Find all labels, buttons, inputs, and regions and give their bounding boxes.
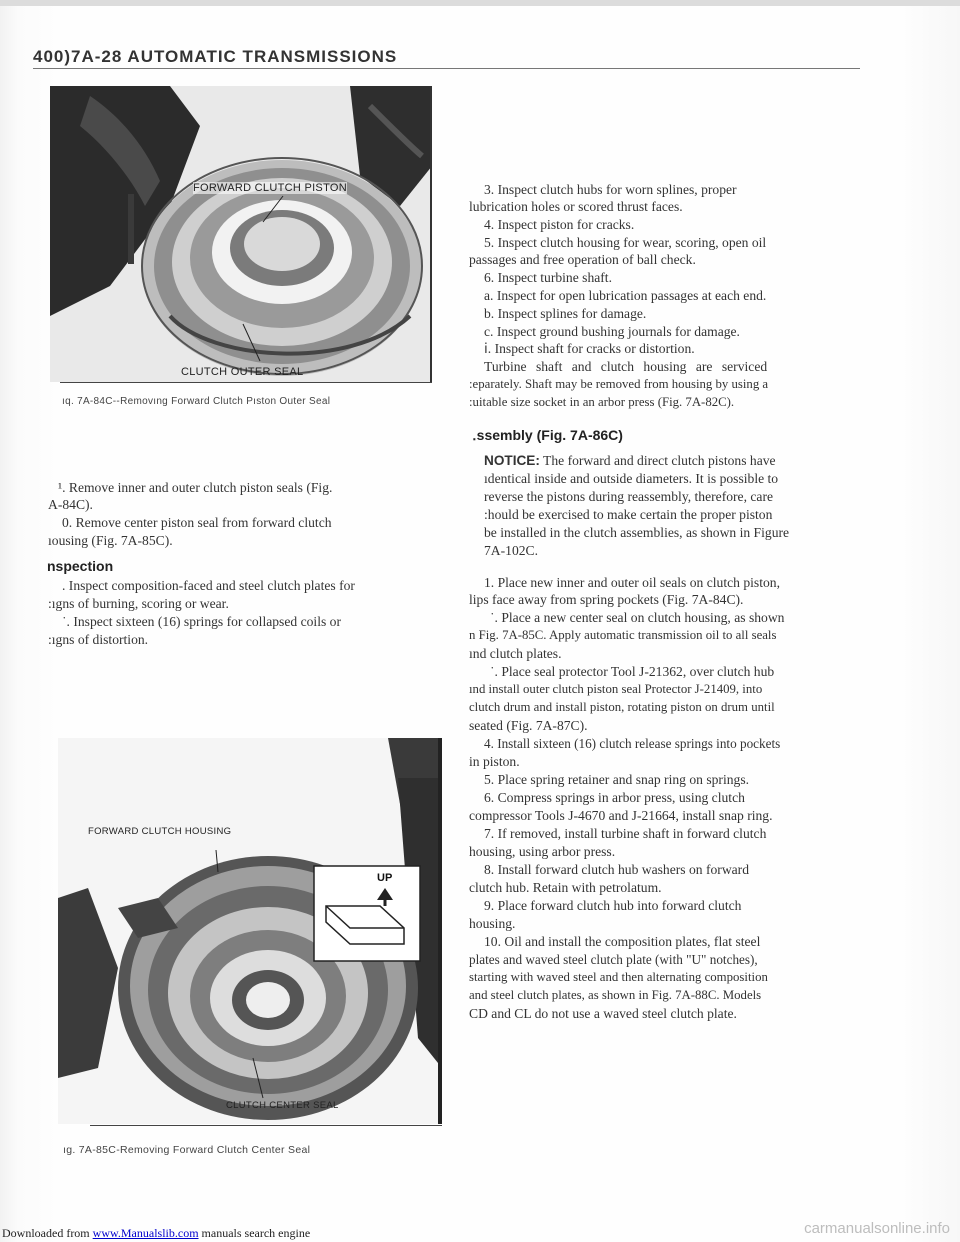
assembly-line-18: clutch hub. Retain with petrolatum. xyxy=(469,880,662,895)
label-forward-clutch-piston: FORWARD CLUTCH PISTON xyxy=(193,182,347,194)
right-line-7: a. Inspect for open lubrication passages at each end. xyxy=(484,288,767,303)
right-line-5: passages and free operation of ball check. xyxy=(469,252,696,267)
right-line-3: 4. Inspect piston for cracks. xyxy=(484,217,635,232)
inspection-line-2: :ıgns of burning, scoring or wear. xyxy=(48,596,229,611)
right-line-10: ⅰ. Inspect shaft for cracks or distortion. xyxy=(484,341,695,356)
assembly-line-20: housing. xyxy=(469,916,516,931)
footer-suffix: manuals search engine xyxy=(198,1226,311,1240)
assembly-line-1: 1. Place new inner and outer oil seals on clutch piston, xyxy=(484,575,780,590)
inspection-line-4: :ıgns of distortion. xyxy=(48,632,149,647)
figure-caption-84c: ıq. 7A-84C--Removıng Forward Clutch Pıston Outer Seal xyxy=(62,396,331,407)
assembly-line-25: CD and CL do not use a waved steel clutch plate. xyxy=(469,1006,737,1021)
piston-photo-illustration xyxy=(50,86,432,382)
figure-top-border-right xyxy=(430,86,432,382)
label-up: UP xyxy=(377,872,393,884)
figure-bottom-border-bottom xyxy=(90,1125,442,1126)
assembly-line-19: 9. Place forward clutch hub into forward clutch xyxy=(484,898,742,913)
figure-piston-photo xyxy=(50,86,432,382)
assembly-line-23: starting with waved steel and then alternating composition xyxy=(469,970,768,984)
right-line-13: :uitable size socket in an arbor press (Fig. 7A-82C). xyxy=(469,395,735,409)
removal-step-line-1: ¹. Remove inner and outer clutch piston seals (Fig. xyxy=(58,480,333,495)
top-edge xyxy=(0,0,960,6)
notice-line-3: reverse the pistons during reassembly, therefore, care xyxy=(484,489,773,504)
right-line-9: c. Inspect ground bushing journals for damage. xyxy=(484,324,740,339)
inspection-line-1: . Inspect composition-faced and steel clutch plates for xyxy=(62,578,355,593)
assembly-line-5: ınd clutch plates. xyxy=(469,646,562,661)
housing-photo-illustration xyxy=(58,738,442,1124)
notice-keyword: NOTICE: xyxy=(484,453,540,468)
figure-housing-photo xyxy=(58,738,442,1124)
assembly-line-24: and steel clutch plates, as shown in Fig. 7A-88C. Models xyxy=(469,988,762,1002)
assembly-heading: ․ssembly (Fig. 7A-86C) xyxy=(472,427,623,443)
inspection-line-3: ˙. Inspect sixteen (16) springs for collapsed coils or xyxy=(62,614,341,629)
removal-step-line-3: 0. Remove center piston seal from forward clutch xyxy=(62,515,332,530)
label-clutch-outer-seal: CLUTCH OUTER SEAL xyxy=(181,366,304,378)
notice-line-4: :hould be exercised to make certain the proper piston xyxy=(484,507,773,522)
assembly-line-15: 7. If removed, install turbine shaft in forward clutch xyxy=(484,826,767,841)
removal-step-line-4: ıousing (Fig. 7A-85C). xyxy=(48,533,173,548)
assembly-line-22: plates and waved steel clutch plate (with "U" notches), xyxy=(469,952,758,967)
assembly-line-8: clutch drum and install piston, rotating piston on drum until xyxy=(469,700,775,714)
assembly-line-11: in piston. xyxy=(469,754,520,769)
assembly-line-6: ˙. Place seal protector Tool J-21362, over clutch hub xyxy=(490,664,775,679)
notice-line-1 xyxy=(484,452,776,469)
running-head: 400)7A-28 AUTOMATIC TRANSMISSIONS xyxy=(33,47,398,66)
figure-caption-85c: ıg. 7A-85C-Removing Forward Clutch Center Seal xyxy=(63,1144,311,1156)
assembly-line-13: 6. Compress springs in arbor press, using clutch xyxy=(484,790,745,805)
right-line-1: 3. Inspect clutch hubs for worn splines, proper xyxy=(484,182,737,197)
assembly-line-9: seated (Fig. 7A-87C). xyxy=(469,718,588,733)
figure-top-border-bottom xyxy=(60,382,432,383)
assembly-line-10: 4. Install sixteen (16) clutch release springs into pockets xyxy=(484,736,781,751)
inspection-heading: nspection xyxy=(47,558,114,574)
assembly-line-7: ınd install outer clutch piston seal Protector J-21409, into xyxy=(469,682,763,696)
notice-text-start: The forward and direct clutch pistons have xyxy=(539,453,776,468)
download-footer xyxy=(2,1226,310,1241)
right-line-8: b. Inspect splines for damage. xyxy=(484,306,647,321)
assembly-line-4: n Fig. 7A-85C. Apply automatic transmission oil to all seals xyxy=(469,628,777,642)
right-line-11: Turbine shaft and clutch housing are serviced xyxy=(484,359,768,374)
right-line-4: 5. Inspect clutch housing for wear, scoring, open oil xyxy=(484,235,767,250)
right-line-2: lubrication holes or scored thrust faces. xyxy=(469,199,683,214)
label-forward-clutch-housing: FORWARD CLUTCH HOUSING xyxy=(88,826,232,837)
notice-line-2: ıdentical inside and outside diameters. It is possible to xyxy=(484,471,779,486)
manualslib-link[interactable]: www.Manualslib.com xyxy=(92,1226,199,1240)
notice-line-6: 7A-102C. xyxy=(484,543,538,558)
removal-step-line-2: A-84C). xyxy=(48,497,93,512)
notice-line-5: be installed in the clutch assemblies, as shown in Figure xyxy=(484,525,790,540)
assembly-line-21: 10. Oil and install the composition plates, flat steel xyxy=(484,934,761,949)
assembly-line-3: ˙. Place a new center seal on clutch housing, as shown xyxy=(490,610,785,625)
assembly-line-12: 5. Place spring retainer and snap ring on springs. xyxy=(484,772,750,787)
footer-prefix: Downloaded from xyxy=(2,1226,93,1240)
assembly-line-16: housing, using arbor press. xyxy=(469,844,616,859)
right-line-12: :eparately. Shaft may be removed from housing by using a xyxy=(469,377,769,391)
label-clutch-center-seal: CLUTCH CENTER SEAL xyxy=(226,1100,339,1111)
assembly-line-17: 8. Install forward clutch hub washers on forward xyxy=(484,862,749,877)
watermark-carmanualsonline: carmanualsonline.info xyxy=(804,1220,950,1237)
assembly-line-14: compressor Tools J-4670 and J-21664, install snap ring. xyxy=(469,808,773,823)
header-rule xyxy=(33,68,860,69)
assembly-line-2: lips face away from spring pockets (Fig. 7A-84C). xyxy=(469,592,744,607)
right-line-6: 6. Inspect turbine shaft. xyxy=(484,270,612,285)
